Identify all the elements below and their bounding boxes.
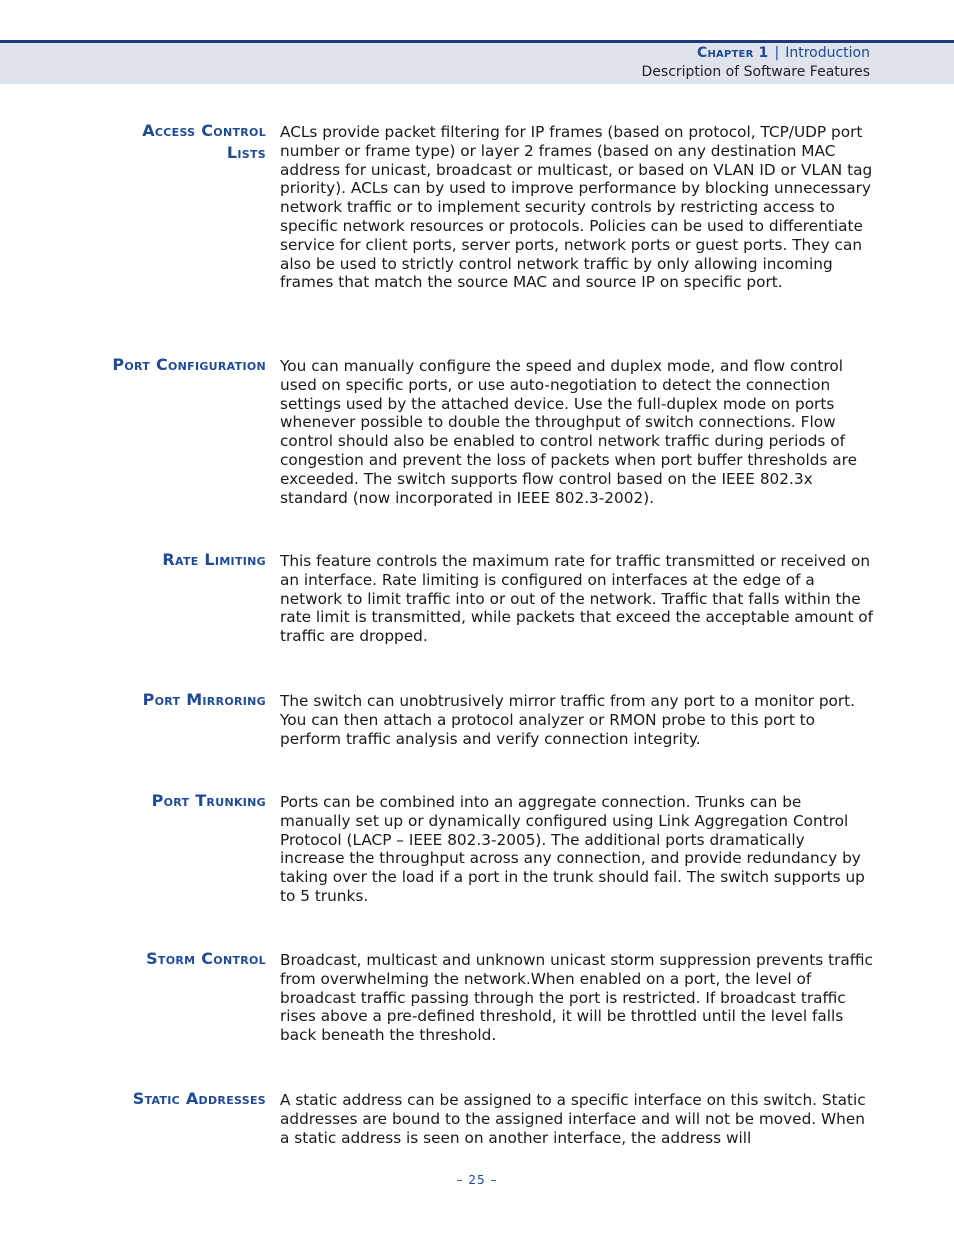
page-number: – 25 – — [456, 1173, 498, 1187]
section-title-port-trunking: Port Trunking — [151, 791, 266, 810]
header-separator: | — [774, 45, 780, 61]
section-title-port-mirroring: Port Mirroring — [142, 690, 266, 709]
section-body-port-mirroring: The switch can unobtrusively mirror traffic from any port to a monitor port. You can then attach a protocol analyzer or RMON probe to this port to perform traffic analysis and verify connection integrity. — [280, 692, 856, 748]
section-body-rate-limiting: This feature controls the maximum rate for traffic transmitted or received on an interface. Rate limiting is configured on interfaces at the edge of a network to limit traffic into or out of the network. Traffic that falls within the rate limit is transmitted, while packets that exceed the acceptable amount of traffic are dropped. — [280, 552, 874, 646]
section-title-access-control-lists — [46, 120, 266, 164]
section-body-storm-control: Broadcast, multicast and unknown unicast storm suppression prevents traffic from overwhelming the network.When enabled on a port, the level of broadcast traffic passing through the port is restricted. If broadcast traffic rises above a pre-defined threshold, it will be throttled until the level falls back beneath the threshold. — [280, 951, 873, 1045]
section-title-port-configuration: Port Configuration — [112, 355, 266, 374]
chapter-title: Introduction — [785, 45, 870, 61]
running-header-chapter — [697, 44, 870, 62]
chapter-label: Chapter 1 — [697, 45, 769, 61]
section-title-line: Access Control — [142, 121, 266, 140]
section-body-port-trunking: Ports can be combined into an aggregate connection. Trunks can be manually set up or dynamically configured using Link Aggregation Control Protocol (LACP – IEEE 802.3-2005). The additional ports dramatically increase the throughput across any connection, and provide redundancy by taking over the load if a port in the trunk should fail. The switch supports up to 5 trunks. — [280, 793, 865, 905]
section-title-storm-control: Storm Control — [146, 949, 266, 968]
section-title-line: Lists — [226, 143, 266, 162]
section-body-static-addresses: A static address can be assigned to a specific interface on this switch. Static addresses are bound to the assigned interface and will not be moved. When a static address is seen on another interface, the address will — [280, 1091, 866, 1147]
section-body-port-configuration: You can manually configure the speed and duplex mode, and flow control used on specific ports, or use auto-negotiation to detect the connection settings used by the attached device. Use the full-duplex mode on ports whenever possible to double the throughput of switch connections. Flow control should also be enabled to control network traffic during periods of congestion and prevent the loss of packets when port buffer thresholds are exceeded. The switch supports flow control based on the IEEE 802.3x standard (now incorporated in IEEE 802.3-2002). — [280, 357, 857, 507]
section-title-static-addresses: Static Addresses — [132, 1089, 266, 1108]
section-body-access-control-lists: ACLs provide packet filtering for IP frames (based on protocol, TCP/UDP port number or frame type) or layer 2 frames (based on any destination MAC address for unicast, broadcast or multicast, or based on VLAN ID or VLAN tag priority). ACLs can by used to improve performance by blocking unnecessary network traffic or to implement security controls by restricting access to specific network resources or protocols. Policies can be used to differentiate service for client ports, server ports, network ports or guest ports. They can also be used to strictly control network traffic by only allowing incoming frames that match the source MAC and source IP on specific port. — [280, 123, 873, 292]
running-header-subtitle: Description of Software Features — [641, 64, 870, 80]
section-title-rate-limiting: Rate Limiting — [162, 550, 266, 569]
